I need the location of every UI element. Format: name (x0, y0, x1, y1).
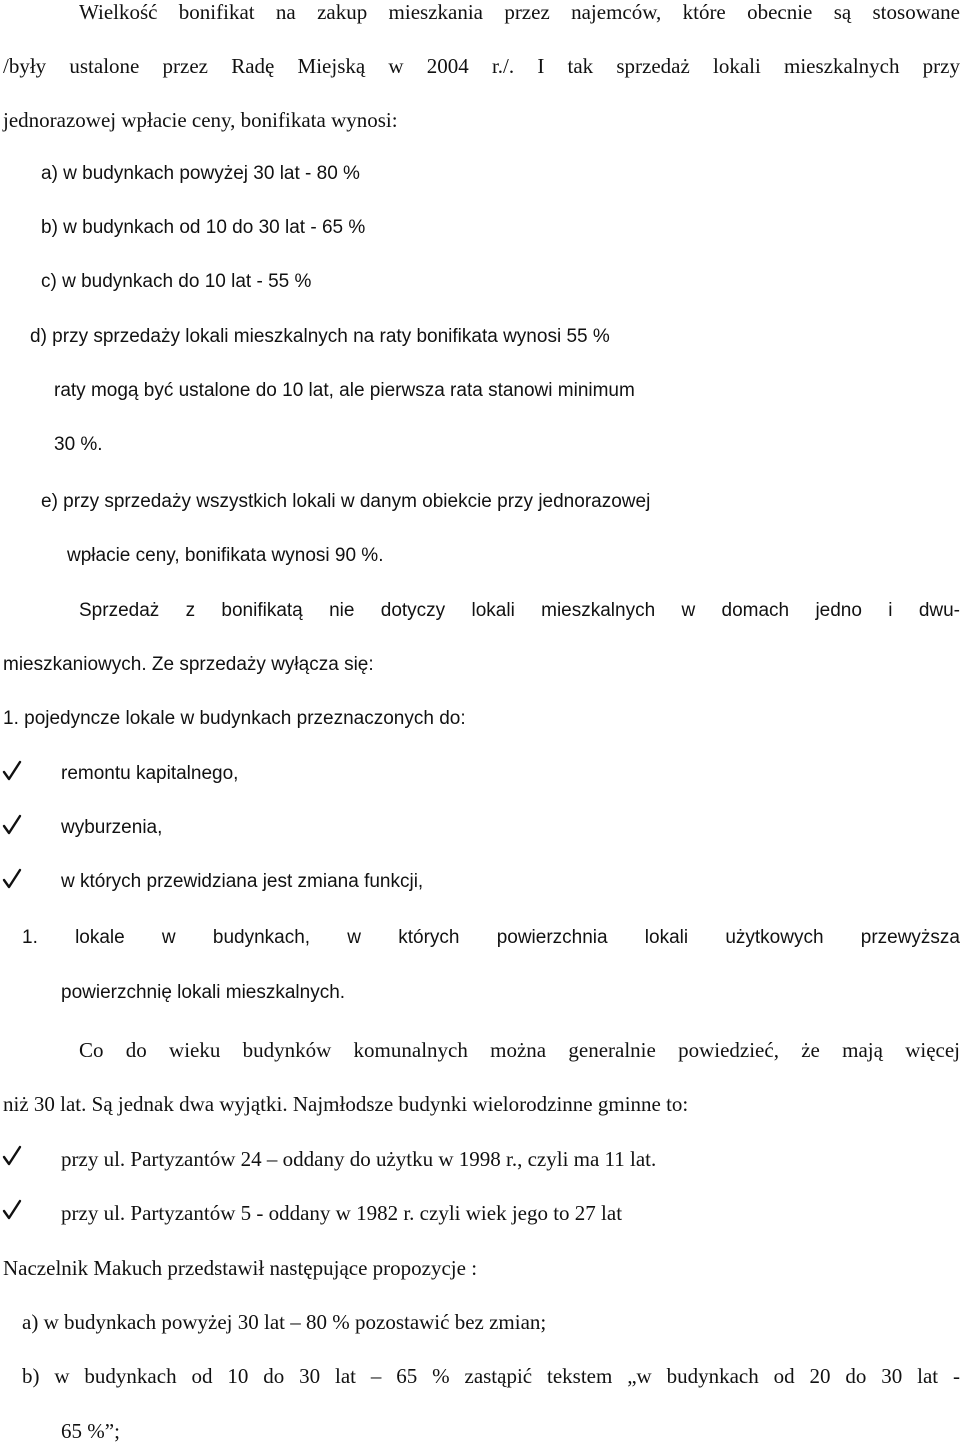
paragraph-line: Co do wieku budynków komunalnych można generalnie powiedzieć, że mają więcej (79, 1038, 960, 1062)
proposal-item-a: a) w budynkach powyżej 30 lat – 80 % pozostawić bez zmian; (22, 1310, 547, 1334)
list-item-b: b) w budynkach od 10 do 30 lat - 65 % (41, 217, 366, 238)
list-item-d-continuation: 30 %. (54, 434, 103, 455)
paragraph-line: Sprzedaż z bonifikatą nie dotyczy lokali mieszkalnych w domach jedno i dwu- (79, 600, 960, 621)
bullet-item: przy ul. Partyzantów 24 – oddany do użytku w 1998 r., czyli ma 11 lat. (61, 1147, 657, 1171)
list-item-e-continuation: wpłacie ceny, bonifikata wynosi 90 %. (67, 545, 384, 566)
bullet-item: wyburzenia, (61, 817, 163, 838)
list-item-d: d) przy sprzedaży lokali mieszkalnych na raty bonifikata wynosi 55 % (30, 326, 610, 347)
numbered-item: 1. lokale w budynkach, w których powierzchnia lokali użytkowych przewyższa (22, 927, 960, 948)
list-item-d-continuation: raty mogą być ustalone do 10 lat, ale pierwsza rata stanowi minimum (54, 380, 635, 401)
list-item-e: e) przy sprzedaży wszystkich lokali w danym obiekcie przy jednorazowej (41, 491, 651, 512)
checkmark-icon (2, 1199, 22, 1221)
numbered-item: 1. pojedyncze lokale w budynkach przeznaczonych do: (3, 708, 466, 729)
bullet-item: remontu kapitalnego, (61, 763, 239, 784)
paragraph-line: Naczelnik Makuch przedstawił następujące propozycje : (3, 1256, 478, 1280)
paragraph-line: Wielkość bonifikat na zakup mieszkania przez najemców, które obecnie są stosowane (79, 0, 960, 24)
paragraph-line: jednorazowej wpłacie ceny, bonifikata wynosi: (3, 108, 398, 132)
checkmark-icon (2, 814, 22, 836)
checkmark-icon (2, 760, 22, 782)
paragraph-line: niż 30 lat. Są jednak dwa wyjątki. Najmłodsze budynki wielorodzinne gminne to: (3, 1092, 689, 1116)
bullet-item: w których przewidziana jest zmiana funkcji, (61, 871, 424, 892)
paragraph-line: /były ustalone przez Radę Miejską w 2004 r./. I tak sprzedaż lokali mieszkalnych przy (3, 54, 960, 78)
paragraph-line: mieszkaniowych. Ze sprzedaży wyłącza się: (3, 654, 374, 675)
numbered-item-continuation: powierzchnię lokali mieszkalnych. (61, 982, 346, 1003)
list-item-c: c) w budynkach do 10 lat - 55 % (41, 271, 312, 292)
proposal-item-b: b) w budynkach od 10 do 30 lat – 65 % zastąpić tekstem „w budynkach od 20 do 30 lat - (22, 1364, 960, 1388)
list-item-a: a) w budynkach powyżej 30 lat - 80 % (41, 163, 360, 184)
checkmark-icon (2, 868, 22, 890)
bullet-item: przy ul. Partyzantów 5 - oddany w 1982 r. czyli wiek jego to 27 lat (61, 1201, 623, 1225)
proposal-item-b-continuation: 65 %”; (61, 1419, 120, 1443)
checkmark-icon (2, 1145, 22, 1167)
